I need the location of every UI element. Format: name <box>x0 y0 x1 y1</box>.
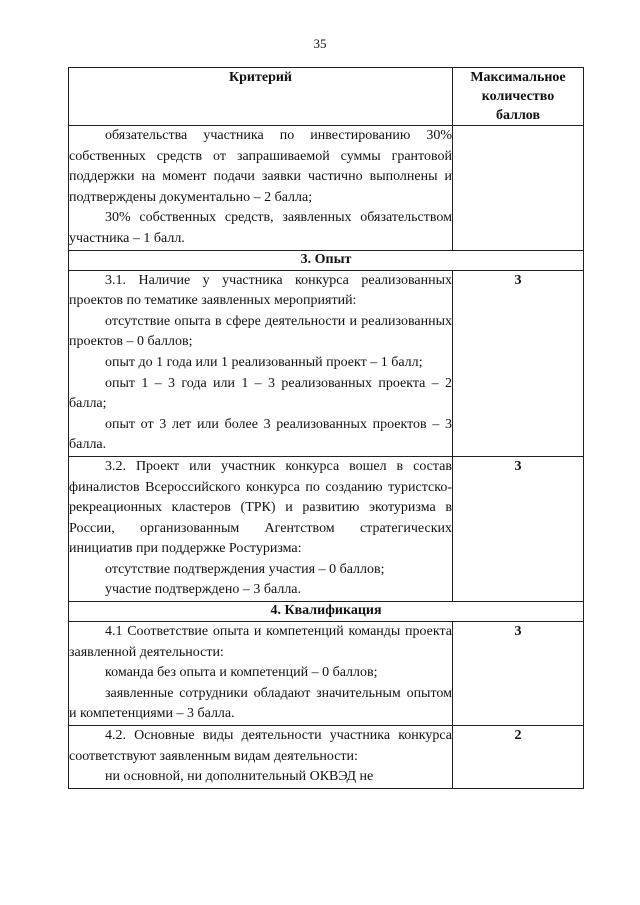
header-max-line1: Максимальное <box>470 70 566 85</box>
criteria-table <box>68 67 584 789</box>
score-cell: 3 <box>453 456 584 601</box>
score-cell: 3 <box>453 270 584 456</box>
score-cell: 2 <box>453 726 584 789</box>
header-criterion: Критерий <box>69 68 453 126</box>
header-max-line2: количество <box>481 89 555 104</box>
criterion-paragraph: обязательства участника по инвестированию 30% собственных средств от запрашиваемой суммы грантовой поддержки на момент подачи заявки частично выполнены и подтверждены документально – 2 балла; <box>69 128 452 205</box>
table-row <box>69 270 584 456</box>
criterion-paragraph: отсутствие опыта в сфере деятельности и реализованных проектов – 0 баллов; <box>69 313 452 350</box>
criterion-paragraph: команда без опыта и компетенций – 0 баллов; <box>105 665 378 681</box>
header-max-score <box>453 68 584 126</box>
criterion-paragraph: заявленные сотрудники обладают значительным опытом и компетенциями – 3 балла. <box>69 685 452 722</box>
table-header-row <box>69 68 584 126</box>
criterion-text <box>69 126 453 251</box>
criterion-paragraph: 3.2. Проект или участник конкурса вошел в состав финалистов Всероссийского конкурса по созданию туристско-рекреационных кластеров (ТРК) и развитию экотуризма в России, организованным Агентством стратегических инициатив при поддержке Ростуризма: <box>69 458 452 557</box>
criterion-text <box>69 456 453 601</box>
criterion-paragraph: ни основной, ни дополнительный ОКВЭД не <box>105 769 374 785</box>
section-row <box>69 602 584 622</box>
criterion-text <box>69 726 453 789</box>
criterion-paragraph: 3.1. Наличие у участника конкурса реализованных проектов по тематике заявленных мероприятий: <box>69 272 452 309</box>
criterion-paragraph: опыт от 3 лет или более 3 реализованных проектов – 3 балла. <box>69 416 452 453</box>
page-number: 35 <box>313 36 327 51</box>
section-title: 3. Опыт <box>69 250 584 270</box>
criterion-paragraph: 4.1 Соответствие опыта и компетенций команды проекта заявленной деятельности: <box>69 624 452 660</box>
table-row <box>69 456 584 601</box>
criterion-paragraph: опыт до 1 года или 1 реализованный проект – 1 балл; <box>105 354 423 370</box>
section-title: 4. Квалификация <box>69 602 584 622</box>
criterion-paragraph: отсутствие подтверждения участия – 0 баллов; <box>105 561 385 577</box>
criterion-paragraph: 30% собственных средств, заявленных обязательством участника – 1 балл. <box>69 210 452 246</box>
criterion-text <box>69 270 453 456</box>
criterion-text <box>69 622 453 726</box>
table-row <box>69 622 584 726</box>
score-cell <box>453 126 584 251</box>
header-max-line3: баллов <box>495 108 541 123</box>
criterion-paragraph: 4.2. Основные виды деятельности участника конкурса соответствуют заявленным видам деятельности: <box>69 728 452 764</box>
section-row <box>69 250 584 270</box>
score-cell: 3 <box>453 622 584 726</box>
table-row <box>69 126 584 251</box>
table-row <box>69 726 584 789</box>
criterion-paragraph: опыт 1 – 3 года или 1 – 3 реализованных проекта – 2 балла; <box>69 375 452 412</box>
criterion-paragraph: участие подтверждено – 3 балла. <box>105 582 302 598</box>
